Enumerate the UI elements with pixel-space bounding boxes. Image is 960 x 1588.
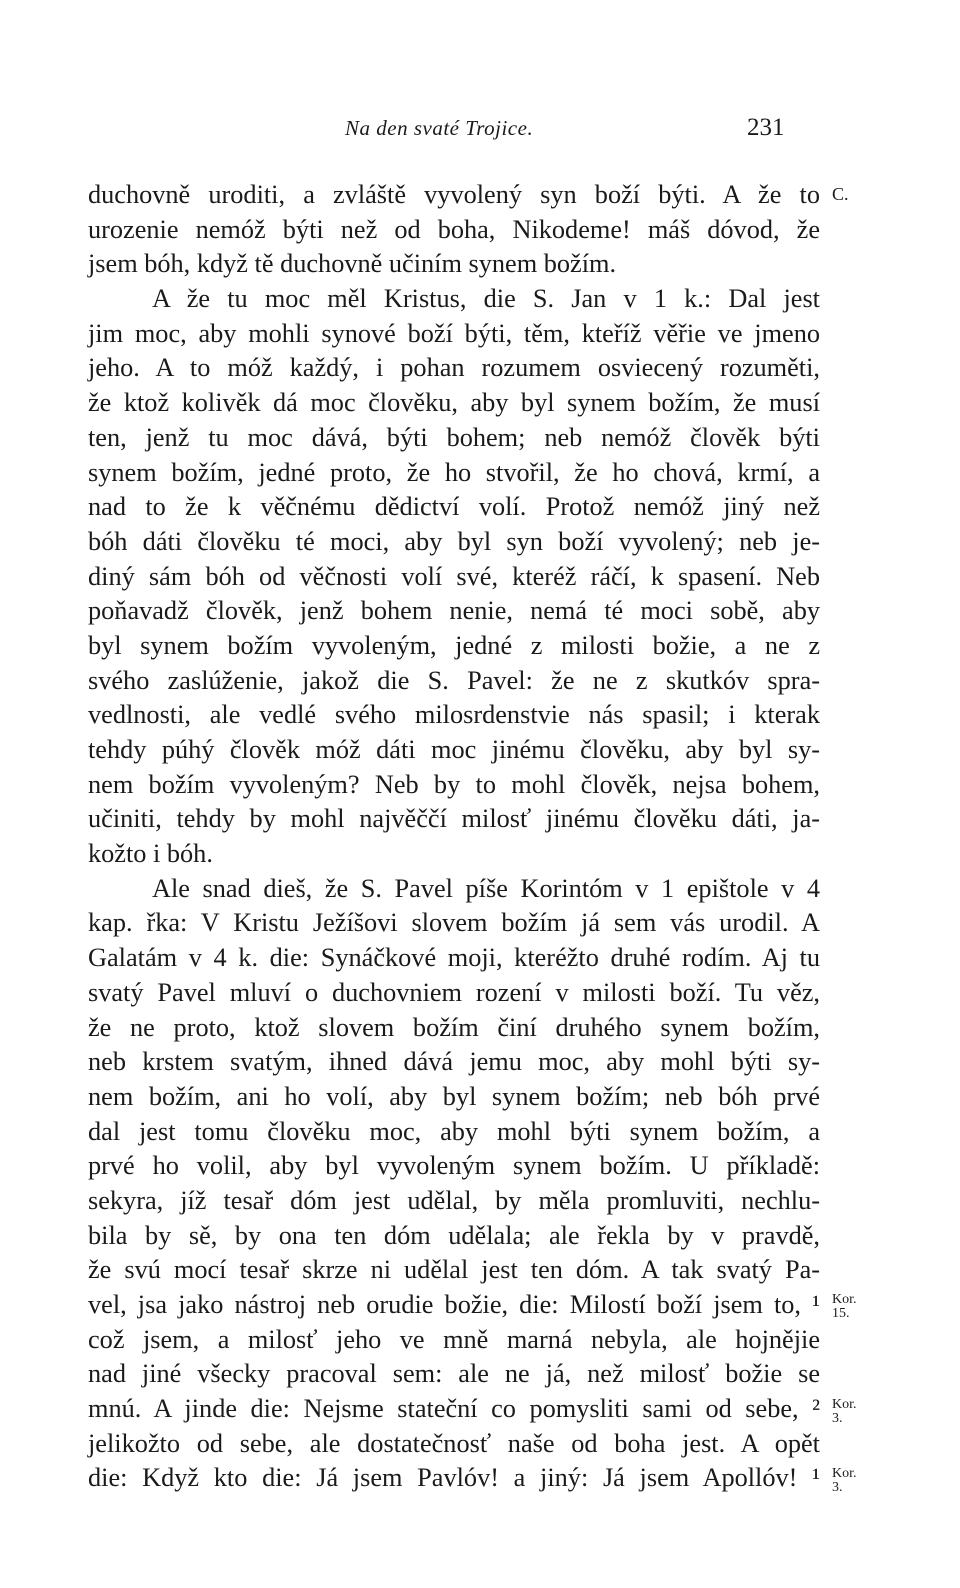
page-header (0, 112, 960, 152)
text-line: kožto i bóh. (88, 839, 213, 869)
text-line: die: Když kto die: Já jsem Pavlóv! a jiný: Já jsem Apollóv! ¹ (88, 1463, 820, 1493)
text-line: učiniti, tehdy by mohl najvěččí milosť jinému člověku dáti, ja- (88, 804, 820, 834)
text-line: nem božím vyvoleným? Neb by to mohl člověk, nejsa bohem, (88, 769, 820, 799)
text-line: ten, jenž tu moc dává, býti bohem; neb nemóž člověk býti (88, 422, 820, 452)
text-line: poňavadž člověk, jenž bohem nenie, nemá té moci sobě, aby (88, 596, 820, 626)
text-line: A že tu moc měl Kristus, die S. Jan v 1 k.: Dal jest (152, 284, 820, 314)
text-line: Ale snad dieš, že S. Pavel píše Korintóm v 1 epištole v 4 (152, 873, 820, 903)
text-line: že svú mocí tesař skrze ni udělal jest ten dóm. A tak svatý Pa- (88, 1255, 820, 1285)
text-line: kap. řka: V Kristu Ježíšovi slovem božím já sem vás urodil. A (88, 908, 820, 938)
text-line: sekyra, jíž tesař dóm jest udělal, by měla promluviti, nechlu- (88, 1185, 820, 1215)
text-line: dal jest tomu člověku moc, aby mohl býti synem božím, a (88, 1116, 820, 1146)
text-line: jelikožto od sebe, ale dostatečnosť naše od boha jest. A opět (88, 1428, 820, 1458)
text-line: vel, jsa jako nástroj neb orudie božie, die: Milostí boží jsem to, ¹ (88, 1290, 820, 1319)
text-line: mnú. A jinde die: Nejsme stateční co pomysliti sami od sebe, ² (88, 1394, 820, 1424)
margin-reference-label: Kor. (832, 1292, 857, 1308)
text-line: jsem bóh, když tě duchovně učiním synem božím. (88, 249, 617, 279)
text-line: bóh dáti člověku té moci, aby byl syn boží vyvolený; neb je- (88, 526, 820, 556)
text-line: nem božím, ani ho volí, aby byl synem božím; neb bóh prvé (88, 1081, 820, 1111)
margin-reference (832, 184, 882, 204)
body-text (88, 178, 820, 1496)
margin-reference-label: Kor. (832, 1396, 857, 1412)
margin-reference-label: Kor. (832, 1465, 857, 1481)
margin-reference-chapter: 3. (832, 1410, 843, 1426)
text-line: urozenie nemóž býti než od boha, Nikodeme! máš dóvod, že (88, 214, 820, 244)
text-line: jim moc, aby mohli synové boží býti, těm, kteříž věřie ve jmeno (88, 318, 820, 348)
running-title: Na den svaté Trojice. (345, 116, 534, 140)
text-line: což jsem, a milosť jeho ve mně marná nebyla, ale hojnějie (88, 1324, 820, 1354)
text-line: synem božím, jedné proto, že ho stvořil, že ho chová, krmí, a (88, 457, 820, 487)
margin-reference (832, 1398, 882, 1426)
text-line: Galatám v 4 k. die: Synáčkové moji, kteréžto druhé rodím. Aj tu (88, 943, 820, 973)
margin-reference (832, 1467, 882, 1495)
text-line: bila by sě, by ona ten dóm udělala; ale řekla by v pravdě, (88, 1220, 820, 1250)
text-line: nad jiné všecky pracoval sem: ale ne já, než milosť božie se (88, 1359, 820, 1389)
page-number: 231 (747, 114, 785, 141)
text-line: byl synem božím vyvoleným, jedné z milosti božie, a ne z (88, 630, 820, 660)
text-line: jeho. A to móž každý, i pohan rozumem osviecený rozuměti, (88, 353, 820, 383)
margin-reference-label: C. (832, 184, 849, 204)
text-line: duchovně uroditi, a zvláště vyvolený syn boží býti. A že to (88, 180, 820, 209)
text-line: vedlnosti, ale vedlé svého milosrdenstvie nás spasil; i kterak (88, 700, 820, 730)
text-line: nad to že k věčnému dědictví volí. Protož nemóž jiný než (88, 492, 820, 522)
text-line: prvé ho volil, aby byl vyvoleným synem božím. U příkladě: (88, 1151, 820, 1181)
margin-reference (832, 1293, 882, 1321)
text-line: svatý Pavel mluví o duchovniem rození v milosti boží. Tu věz, (88, 977, 820, 1007)
text-line: tehdy púhý člověk móž dáti moc jinému člověku, aby byl sy- (88, 735, 820, 764)
text-line: že ktož kolivěk dá moc člověku, aby byl synem božím, že musí (88, 388, 820, 418)
text-line: neb krstem svatým, ihned dává jemu moc, aby mohl býti sy- (88, 1047, 820, 1077)
margin-reference-chapter: 3. (832, 1479, 843, 1495)
text-line: diný sám bóh od věčnosti volí své, kteréž ráčí, k spasení. Neb (88, 561, 820, 591)
text-line: svého zaslúženie, jakož die S. Pavel: že ne z skutkóv spra- (88, 665, 820, 695)
text-line: že ne proto, ktož slovem božím činí druhého synem božím, (88, 1012, 820, 1042)
margin-reference-chapter: 15. (832, 1306, 850, 1322)
